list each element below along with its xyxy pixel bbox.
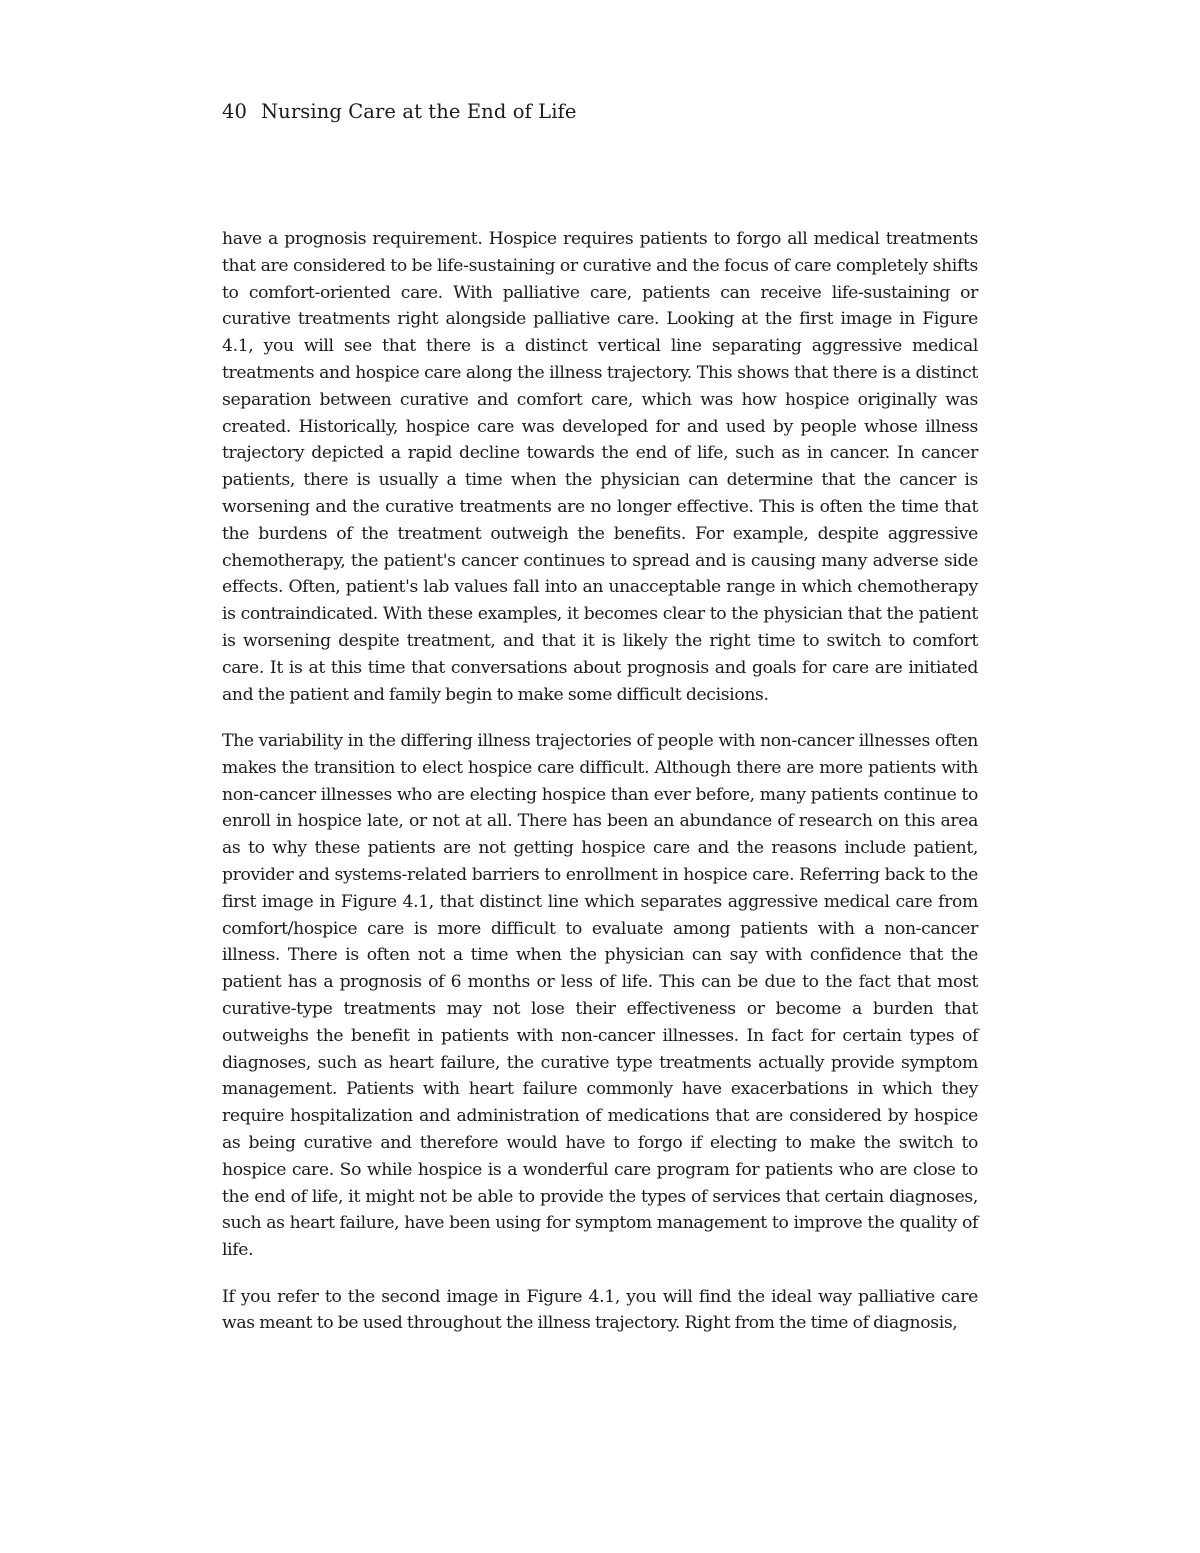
page-number: 40 xyxy=(222,100,248,123)
paragraph: have a prognosis requirement. Hospice requires patients to forgo all medical treatments that are considered to be life-sustaining or curative and the focus of care completely shifts to comfort-oriented care. With palliative care, patients can receive life-sustaining or curative treatments right alongside palliative care. Looking at the first image in Figure 4.1, you will see that there is a distinct vertical line separating aggressive medical treatments and hospice care along the illness trajectory. This shows that there is a distinct separation between curative and comfort care, which was how hospice originally was created. Historically, hospice care was developed for and used by people whose illness trajectory depicted a rapid decline towards the end of life, such as in cancer. In cancer patients, there is usually a time when the physician can determine that the cancer is worsening and the curative treatments are no longer effective. This is often the time that the burdens of the treatment outweigh the benefits. For example, despite aggressive chemotherapy, the patient's cancer continues to spread and is causing many adverse side effects. Often, patient's lab values fall into an unacceptable range in which chemotherapy is contraindicated. With these examples, it becomes clear to the physician that the patient is worsening despite treatment, and that it is likely the right time to switch to comfort care. It is at this time that conversations about prognosis and goals for care are initiated and the patient and family begin to make some difficult decisions. xyxy=(222,229,978,705)
running-title: Nursing Care at the End of Life xyxy=(261,100,577,123)
running-header xyxy=(222,100,577,123)
paragraph: If you refer to the second image in Figure 4.1, you will find the ideal way palliative care was meant to be used throughout the illness trajectory. Right from the time of diagnosis, xyxy=(222,1286,978,1334)
body-text xyxy=(222,226,978,1357)
paragraph: The variability in the differing illness trajectories of people with non-cancer illnesses often makes the transition to elect hospice care difficult. Although there are more patients with non-cancer illnesses who are electing hospice than ever before, many patients continue to enroll in hospice late, or not at all. There has been an abundance of research on this area as to why these patients are not getting hospice care and the reasons include patient, provider and systems-related barriers to enrollment in hospice care. Referring back to the first image in Figure 4.1, that distinct line which separates aggressive medical care from comfort/hospice care is more difficult to evaluate among patients with a non-cancer illness. There is often not a time when the physician can say with confidence that the patient has a prognosis of 6 months or less of life. This can be due to the fact that most curative-type treatments may not lose their effectiveness or become a burden that outweighs the benefit in patients with non-cancer illnesses. In fact for certain types of diagnoses, such as heart failure, the curative type treatments actually provide symptom management. Patients with heart failure commonly have exacerbations in which they require hospitalization and administration of medications that are considered by hospice as being curative and therefore would have to forgo if electing to make the switch to hospice care. So while hospice is a wonderful care program for patients who are close to the end of life, it might not be able to provide the types of services that certain diagnoses, such as heart failure, have been using for symptom management to improve the quality of life. xyxy=(222,731,978,1261)
